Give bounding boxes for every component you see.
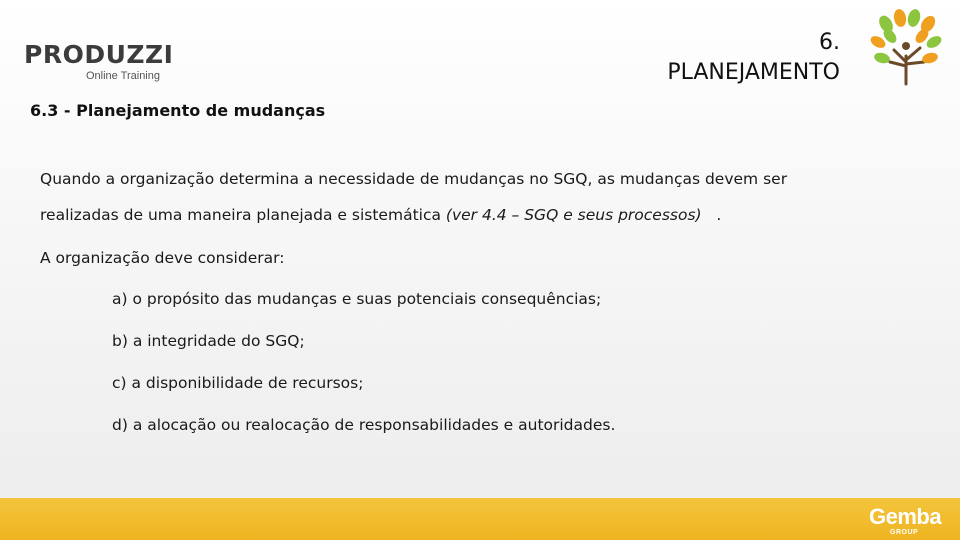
list-item-b: b) a integridade do SGQ; <box>112 332 305 350</box>
gemba-logo: Gemba <box>869 504 942 529</box>
paragraph-line-1: Quando a organização determina a necessidade de mudanças no SGQ, as mudanças devem ser <box>40 170 788 188</box>
paragraph-reference: (ver 4.4 – SGQ e seus processos) <box>445 206 702 224</box>
paragraph-line-2-text: realizadas de uma maneira planejada e sistemática <box>40 206 446 224</box>
section-subtitle: 6.3 - Planejamento de mudanças <box>30 101 326 120</box>
produzzi-logo <box>24 40 174 82</box>
tree-logo-icon <box>868 6 944 86</box>
considerations-intro: A organização deve considerar: <box>40 249 285 267</box>
list-item-a: a) o propósito das mudanças e suas potenciais consequências; <box>112 290 602 308</box>
gemba-group-label: GROUP <box>890 529 919 536</box>
slide-title-number: 6. <box>819 30 840 55</box>
footer-bar <box>0 498 960 540</box>
paragraph-line-2 <box>40 205 900 225</box>
logo-tagline: Online Training <box>86 70 160 82</box>
list-item-c: c) a disponibilidade de recursos; <box>112 374 364 392</box>
list-item-d: d) a alocação ou realocação de responsabilidades e autoridades. <box>112 416 616 434</box>
logo-wordmark: PRODUZZI <box>24 40 174 69</box>
paragraph-line-2-end: . <box>701 206 722 224</box>
slide-title <box>540 28 840 88</box>
slide-title-text: PLANEJAMENTO <box>667 60 840 85</box>
